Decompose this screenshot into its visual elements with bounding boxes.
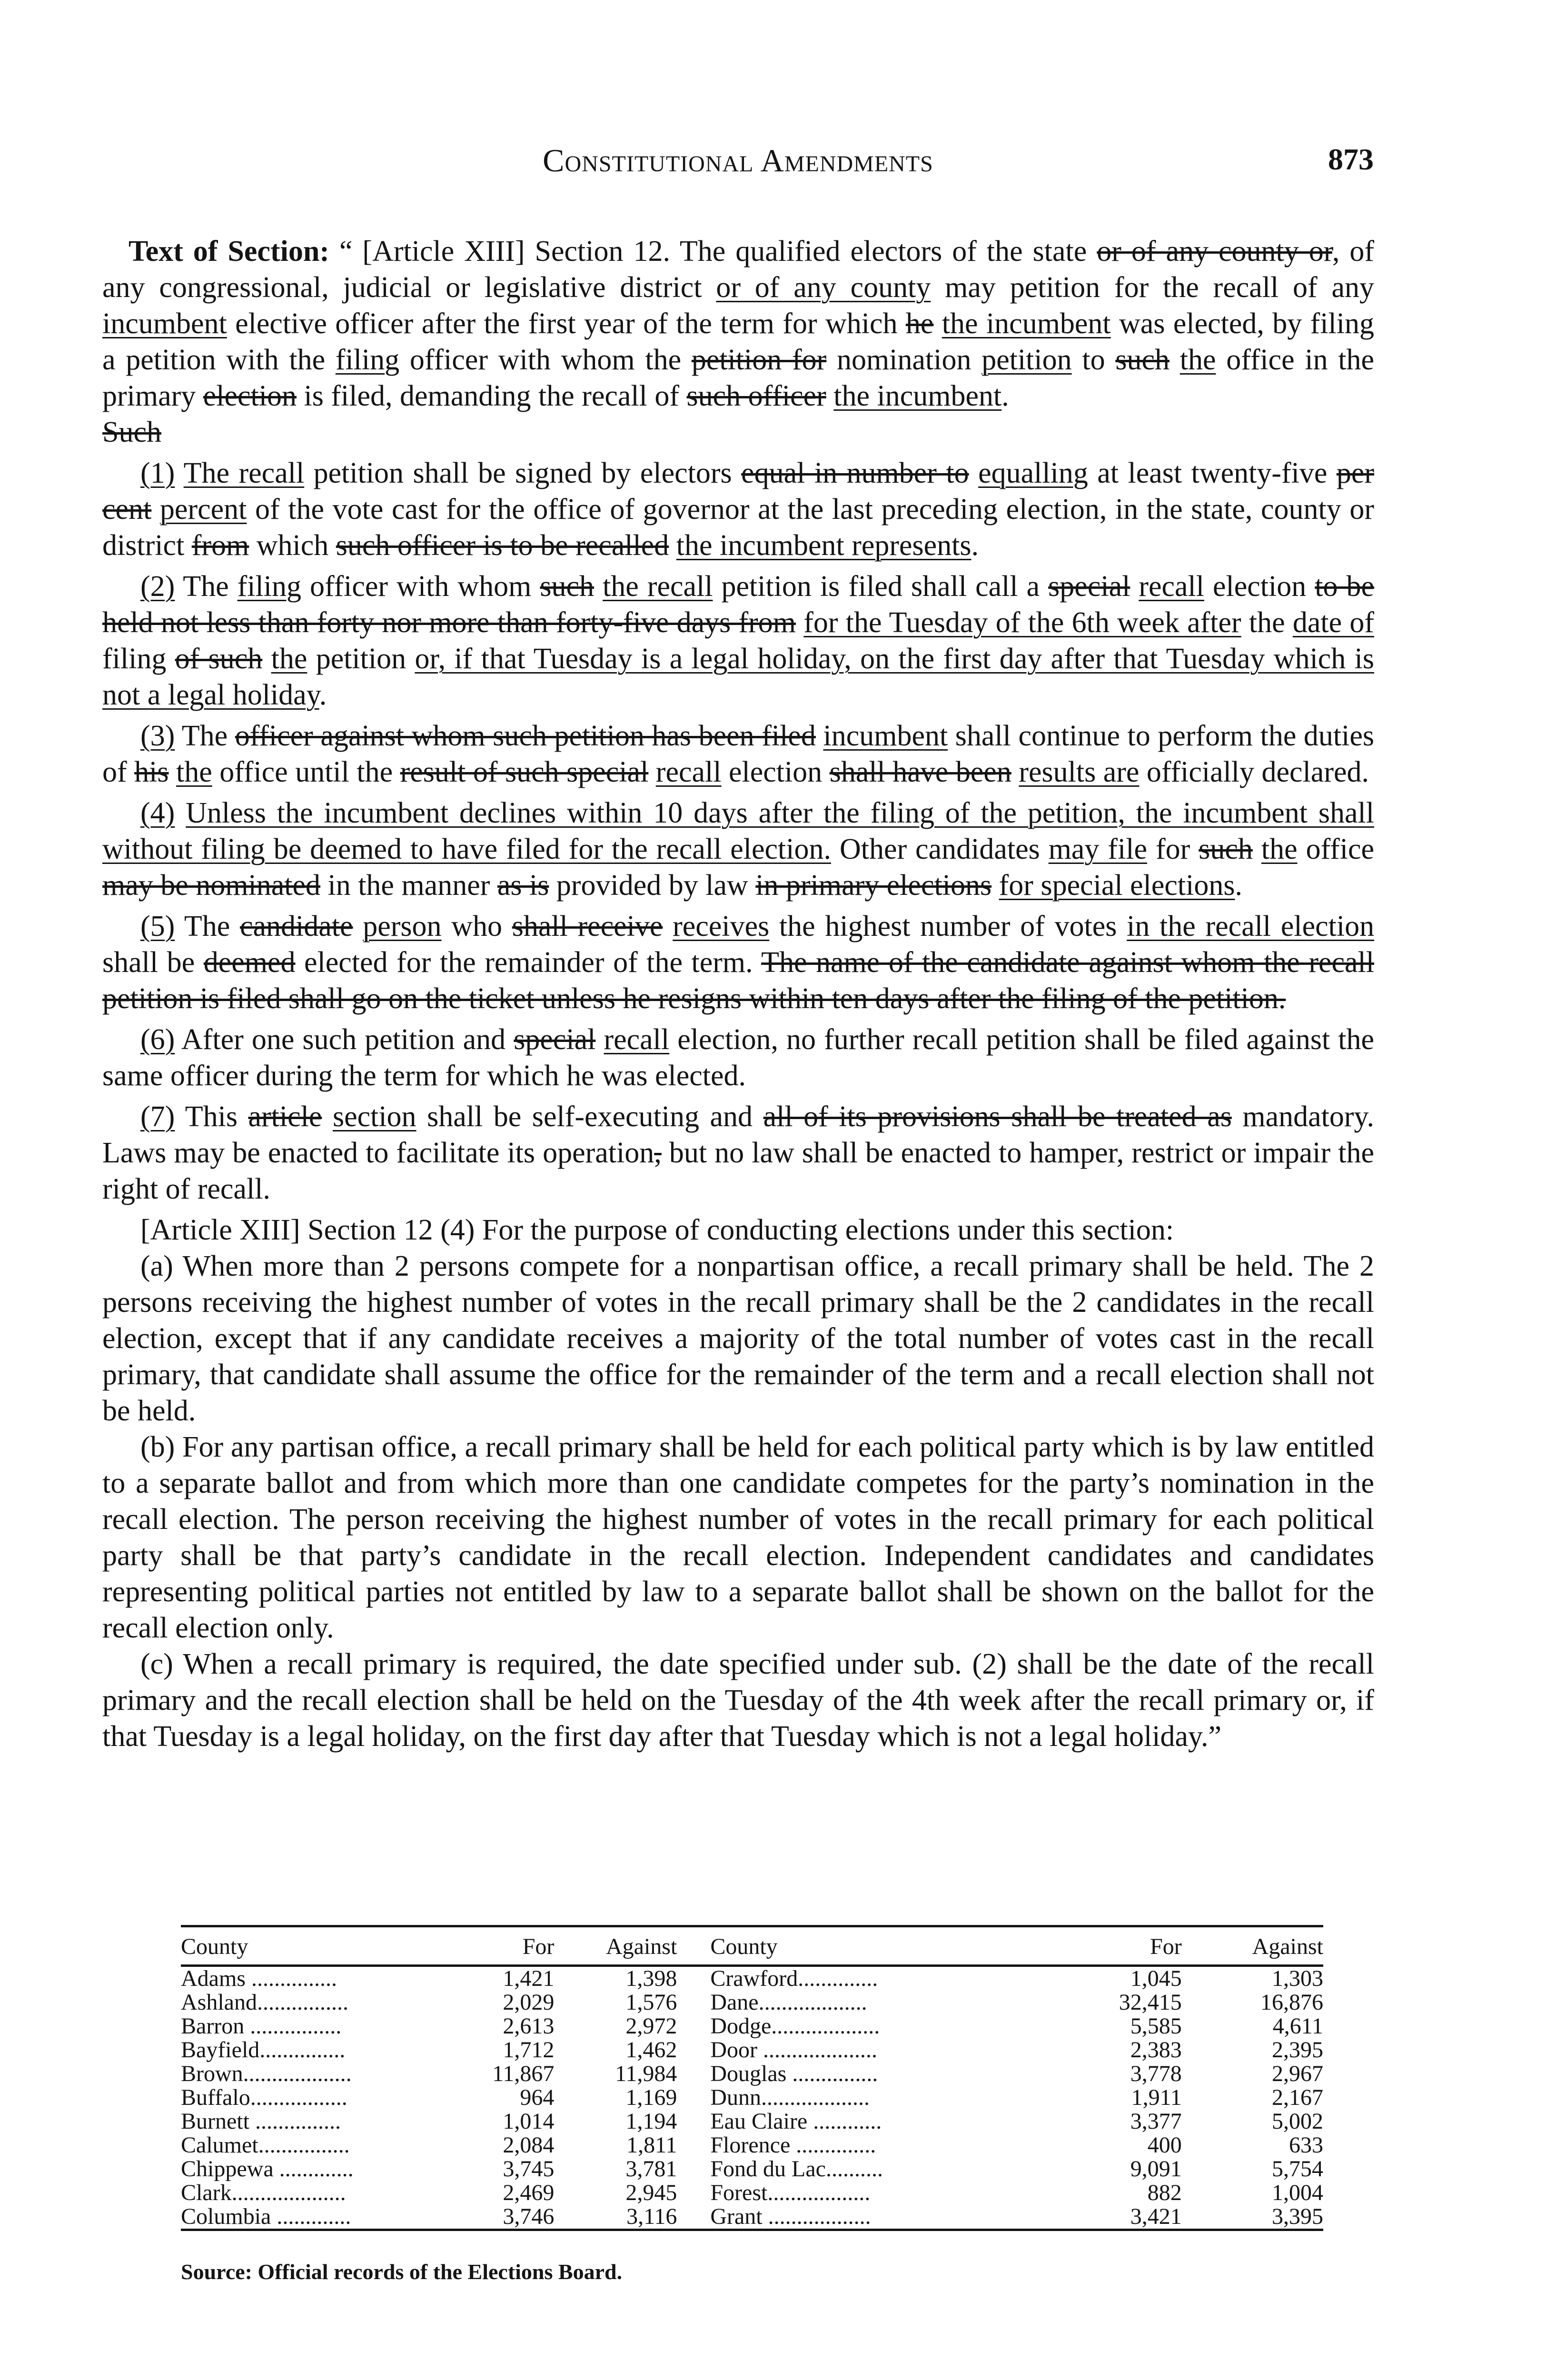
table-row xyxy=(181,2014,1323,2038)
struck-text: special xyxy=(514,1023,596,1056)
county-name: Adams ............... xyxy=(181,1966,337,1991)
sub-number: (4) xyxy=(140,797,175,829)
against-votes: 1,398 xyxy=(625,1966,677,1991)
against-votes: 1,169 xyxy=(625,2085,677,2110)
inserted-text: the xyxy=(1261,833,1298,865)
county-name: Fond du Lac.......... xyxy=(710,2156,883,2182)
county-name: Barron ................ xyxy=(181,2013,342,2039)
source-note: Source: Official records of the Elections Board. xyxy=(181,2260,623,2284)
text: the xyxy=(1249,606,1285,639)
for-votes: 2,613 xyxy=(503,2013,555,2039)
for-votes: 3,421 xyxy=(975,2205,1182,2230)
county-name: Door .................... xyxy=(710,2037,877,2063)
inserted-text: for special elections xyxy=(999,869,1235,902)
for-votes: 3,377 xyxy=(1130,2109,1182,2134)
text: Other candidates xyxy=(839,833,1040,865)
inserted-text: section xyxy=(332,1101,416,1133)
text: filing xyxy=(102,643,167,675)
text: . xyxy=(971,529,979,562)
against-votes: 4,611 xyxy=(1272,2013,1323,2039)
page-header xyxy=(102,142,1374,194)
against-votes: 11,984 xyxy=(615,2061,677,2086)
county-name: Dodge................... xyxy=(710,2013,880,2039)
against-votes: 1,462 xyxy=(625,2037,677,2063)
table-row xyxy=(181,2205,1323,2230)
text: which xyxy=(256,529,329,562)
struck-text: result of such special xyxy=(400,756,649,788)
column-header: County xyxy=(181,1926,446,1966)
struck-text: equal in number to xyxy=(741,457,969,489)
paragraph-sub-b: (b) For any partisan office, a recall primary shall be held for each political party which is by law entitled to a separate ballot and from which more than one candidate competes for the party’s nomination in the recall election. The person receiving the highest number of votes in the recall primary for each political party shall be that party’s candidate in the recall election. Independent candidates and candidates representing political parties not entitled by law to a separate ballot shall be shown on the ballot for the recall election only. xyxy=(102,1431,1374,1644)
inserted-text: the xyxy=(271,643,307,675)
inserted-text: percent xyxy=(159,493,247,526)
paragraph-sub-2 xyxy=(102,568,1374,713)
against-votes: 16,876 xyxy=(1260,1990,1323,2015)
text: . xyxy=(1001,380,1009,412)
text: the highest number of votes xyxy=(779,910,1117,942)
running-title: Constitutional Amendments xyxy=(543,142,933,178)
inserted-text: The recall xyxy=(183,457,305,489)
text: nomination xyxy=(837,344,971,376)
text: for xyxy=(1155,833,1190,865)
text: officer with whom xyxy=(309,570,532,603)
inserted-text: Unless the incumbent declines within 10 days after the filing of the petition, the incumbent shall without filing be deemed to have filed for the recall election. xyxy=(102,797,1374,865)
table-row xyxy=(181,2133,1323,2157)
text: . xyxy=(319,679,327,711)
text: at least twenty-five xyxy=(1097,457,1328,489)
struck-text: shall have been xyxy=(829,756,1011,788)
county-name: Columbia ............. xyxy=(181,2205,446,2230)
sub-number: (2) xyxy=(140,570,175,603)
struck-text: to be held not less than forty nor more than forty-five days from xyxy=(102,570,1375,639)
text: election, no further recall petition shall be filed against the same officer during the term for which he was elected. xyxy=(102,1023,1374,1092)
text: The xyxy=(184,910,230,942)
for-votes: 11,867 xyxy=(492,2061,555,2086)
paragraph-intro xyxy=(102,233,1374,450)
struck-text: , xyxy=(654,1137,662,1169)
for-votes: 400 xyxy=(1147,2132,1182,2158)
table-row xyxy=(181,2062,1323,2086)
text: The xyxy=(183,570,229,603)
for-votes: 2,029 xyxy=(503,1990,555,2015)
for-votes: 3,778 xyxy=(1130,2061,1182,2086)
text: in the manner xyxy=(327,869,490,902)
text: election xyxy=(1213,570,1307,603)
against-votes: 1,811 xyxy=(626,2132,677,2158)
page-number: 873 xyxy=(1328,142,1374,176)
inserted-text: recall xyxy=(1139,570,1204,603)
county-name: Ashland................ xyxy=(181,1990,348,2015)
text: to xyxy=(1082,344,1105,376)
county-name: Burnett ............... xyxy=(181,2109,341,2134)
column-header: Against xyxy=(1182,1926,1323,1966)
against-votes: 2,167 xyxy=(1272,2085,1323,2110)
for-votes: 1,911 xyxy=(1131,2085,1182,2110)
for-votes: 1,421 xyxy=(503,1966,555,1991)
text: petition shall be signed by electors xyxy=(313,457,732,489)
inserted-text: incumbent xyxy=(102,307,227,340)
for-votes: 3,746 xyxy=(446,2205,554,2230)
county-name: Chippewa ............. xyxy=(181,2156,354,2182)
county-name: Crawford.............. xyxy=(710,1966,878,1991)
struck-text: such officer xyxy=(686,380,826,412)
paragraph-sub-3 xyxy=(102,718,1374,790)
inserted-text: results are xyxy=(1019,756,1140,788)
text: is filed, demanding the recall of xyxy=(304,380,680,412)
for-votes: 2,383 xyxy=(1130,2037,1182,2063)
county-name: Forest.................. xyxy=(710,2180,871,2205)
sub-number: (5) xyxy=(140,910,175,942)
paragraph-sub-5 xyxy=(102,908,1374,1017)
struck-text: such xyxy=(1115,344,1169,376)
struck-text: deemed xyxy=(203,946,296,979)
text: elected for the remainder of the term. xyxy=(304,946,753,979)
inserted-text: date of xyxy=(1292,606,1375,639)
inserted-text: the xyxy=(1179,344,1216,376)
against-votes: 1,303 xyxy=(1272,1966,1323,1991)
county-name: Dane................... xyxy=(710,1990,867,2015)
inserted-text: the xyxy=(176,756,212,788)
county-name: Florence .............. xyxy=(710,2132,876,2158)
table-row xyxy=(181,2038,1323,2062)
text: mandatory. Laws may be enacted to facilitate its operation xyxy=(102,1101,1375,1169)
struck-text: special xyxy=(1048,570,1130,603)
for-votes: 2,469 xyxy=(503,2180,555,2205)
struck-text: The name of the candidate against whom the recall petition is filed shall go on the ticket unless he resigns within ten days after the filing of the petition. xyxy=(102,946,1375,1015)
against-votes: 2,945 xyxy=(625,2180,677,2205)
county-name: Brown................... xyxy=(181,2061,352,2086)
text: petition is filed shall call a xyxy=(721,570,1040,603)
paragraph-sub-7 xyxy=(102,1099,1374,1207)
struck-text: from xyxy=(191,529,249,562)
against-votes: 2,972 xyxy=(625,2013,677,2039)
for-votes: 1,014 xyxy=(503,2109,555,2134)
amendment-text xyxy=(102,233,1374,1755)
column-header: For xyxy=(446,1926,554,1966)
inserted-text: the recall xyxy=(603,570,713,603)
inserted-text: incumbent xyxy=(823,720,948,752)
county-name: Buffalo................. xyxy=(181,2085,347,2110)
against-votes: 633 xyxy=(1289,2132,1323,2158)
inserted-text: recall xyxy=(604,1023,670,1056)
county-results-table xyxy=(181,1925,1323,2231)
struck-text: his xyxy=(134,756,169,788)
for-votes: 9,091 xyxy=(1130,2156,1182,2182)
county-name: Eau Claire ............ xyxy=(710,2109,882,2134)
struck-text: petition for xyxy=(691,344,827,376)
for-votes: 882 xyxy=(1147,2180,1182,2205)
struck-text: shall receive xyxy=(512,910,663,942)
struck-text: such xyxy=(540,570,595,603)
inserted-text: receives xyxy=(673,910,770,942)
struck-text: such xyxy=(1199,833,1253,865)
struck-text: in primary elections xyxy=(755,869,992,902)
against-votes: 2,967 xyxy=(1272,2061,1323,2086)
text: This xyxy=(185,1101,238,1133)
column-header: Against xyxy=(554,1926,710,1966)
against-votes: 1,004 xyxy=(1272,2180,1323,2205)
for-votes: 2,084 xyxy=(503,2132,555,2158)
text: may petition for the recall of any xyxy=(945,271,1375,304)
paragraph-sub-c: (c) When a recall primary is required, the date specified under sub. (2) shall be the date of the recall primary and the recall election shall be held on the Tuesday of the 4th week after the recall primary or, if that Tuesday is a legal holiday, on the first day after that Tuesday which is not a legal holiday.” xyxy=(102,1648,1374,1753)
inserted-text: equalling xyxy=(978,457,1088,489)
inserted-text: petition xyxy=(981,344,1072,376)
struck-text: may be nominated xyxy=(102,869,320,902)
struck-text: article xyxy=(248,1101,322,1133)
section-label: Text of Section: xyxy=(129,235,329,268)
text: office in the primary xyxy=(102,344,1375,412)
sub-number: (6) xyxy=(140,1023,175,1056)
struck-text: such officer is to be recalled xyxy=(336,529,669,562)
text: . xyxy=(1235,869,1242,902)
sub-number: (1) xyxy=(140,457,175,489)
county-name: Dunn................... xyxy=(710,2085,870,2110)
column-header: For xyxy=(975,1926,1182,1966)
struck-text: of such xyxy=(175,643,263,675)
inserted-text: filing xyxy=(335,344,400,376)
against-votes: 5,002 xyxy=(1272,2109,1323,2134)
paragraph-sub-1 xyxy=(102,455,1374,564)
struck-text: or of any county or xyxy=(1097,235,1332,268)
text: shall be xyxy=(102,946,195,979)
inserted-text: the incumbent represents xyxy=(676,529,971,562)
paragraph-sub-a: (a) When more than 2 persons compete for a nonpartisan office, a recall primary shall be held. The 2 persons receiving the highest number of votes in the recall primary shall be the 2 candidates in the recall election, except that if any candidate receives a majority of the total number of votes cast in the recall primary, that candidate shall assume the office for the remainder of the term and a recall election shall not be held. xyxy=(102,1250,1374,1427)
paragraph-section-12-4: [Article XIII] Section 12 (4) For the purpose of conducting elections under this section: xyxy=(140,1214,1174,1246)
text: who xyxy=(451,910,502,942)
for-votes: 1,712 xyxy=(503,2037,555,2063)
table-row xyxy=(181,1966,1323,1991)
against-votes: 3,395 xyxy=(1182,2205,1323,2230)
inserted-text: for the Tuesday of the 6th week after xyxy=(803,606,1241,639)
text: provided by law xyxy=(556,869,748,902)
text: shall continue to perform the duties of xyxy=(102,720,1375,788)
for-votes: 1,045 xyxy=(1130,1966,1182,1991)
column-header: County xyxy=(710,1926,975,1966)
inserted-text: or, if that Tuesday is a legal holiday, on the first day after that Tuesday which is not a legal holiday xyxy=(102,643,1374,711)
struck-text: per cent xyxy=(102,457,1375,526)
inserted-text: recall xyxy=(655,756,722,788)
inserted-text: the incumbent xyxy=(941,307,1111,340)
paragraph-sub-4 xyxy=(102,795,1374,903)
county-name: Calumet................ xyxy=(181,2132,350,2158)
text: elective officer after the first year of the term for which xyxy=(235,307,898,340)
table-row xyxy=(181,2110,1323,2133)
text: election xyxy=(728,756,823,788)
text: officially declared. xyxy=(1146,756,1369,788)
struck-text: officer against whom such petition has been filed xyxy=(235,720,816,752)
inserted-text: person xyxy=(363,910,442,942)
inserted-text: filing xyxy=(237,570,301,603)
inserted-text: may file xyxy=(1048,833,1148,865)
struck-text: Such xyxy=(102,416,161,448)
for-votes: 964 xyxy=(520,2085,555,2110)
text: After one such petition and xyxy=(181,1023,506,1056)
against-votes: 2,395 xyxy=(1272,2037,1323,2063)
table-header-row xyxy=(181,1926,1323,1966)
inserted-text: the incumbent xyxy=(833,380,1002,412)
text: office until the xyxy=(219,756,393,788)
text: office xyxy=(1306,833,1375,865)
for-votes: 3,745 xyxy=(503,2156,555,2182)
county-name: Clark.................... xyxy=(181,2180,346,2205)
table-row xyxy=(181,1991,1323,2014)
table-row xyxy=(181,2181,1323,2205)
county-name: Douglas ............... xyxy=(710,2061,878,2086)
text: was elected, by filing a petition with the xyxy=(102,307,1374,376)
table-body xyxy=(181,1966,1323,2230)
text: of the vote cast for the office of governor at the last preceding election, in the state, county or district xyxy=(102,493,1375,562)
county-name: Grant .................. xyxy=(710,2205,975,2230)
text: officer with whom the xyxy=(409,344,682,376)
table-row xyxy=(181,2086,1323,2110)
against-votes: 5,754 xyxy=(1272,2156,1323,2182)
text: but no law shall be enacted to hamper, restrict or impair the right of recall. xyxy=(102,1137,1374,1205)
for-votes: 32,415 xyxy=(1119,1990,1182,2015)
against-votes: 3,116 xyxy=(554,2205,710,2230)
for-votes: 5,585 xyxy=(1130,2013,1182,2039)
text: “ [Article XIII] Section 12. The qualified electors of the state xyxy=(339,235,1087,268)
text: shall be self-executing and xyxy=(427,1101,753,1133)
inserted-text: or of any county xyxy=(716,271,931,304)
inserted-text: in the recall election xyxy=(1127,910,1375,942)
sub-number: (3) xyxy=(140,720,175,752)
struck-text: candidate xyxy=(239,910,353,942)
struck-text: as is xyxy=(497,869,549,902)
sub-number: (7) xyxy=(140,1101,175,1133)
struck-text: he xyxy=(905,307,934,340)
against-votes: 1,194 xyxy=(625,2109,677,2134)
text: The xyxy=(181,720,228,752)
county-name: Bayfield............... xyxy=(181,2037,346,2063)
text: , of any congressional, judicial or legislative district xyxy=(102,235,1374,304)
paragraph-sub-6 xyxy=(102,1021,1374,1094)
table-row xyxy=(181,2157,1323,2181)
text: petition xyxy=(316,643,406,675)
against-votes: 1,576 xyxy=(625,1990,677,2015)
against-votes: 3,781 xyxy=(625,2156,677,2182)
struck-text: election xyxy=(203,380,297,412)
struck-text: all of its provisions shall be treated as xyxy=(763,1101,1232,1133)
